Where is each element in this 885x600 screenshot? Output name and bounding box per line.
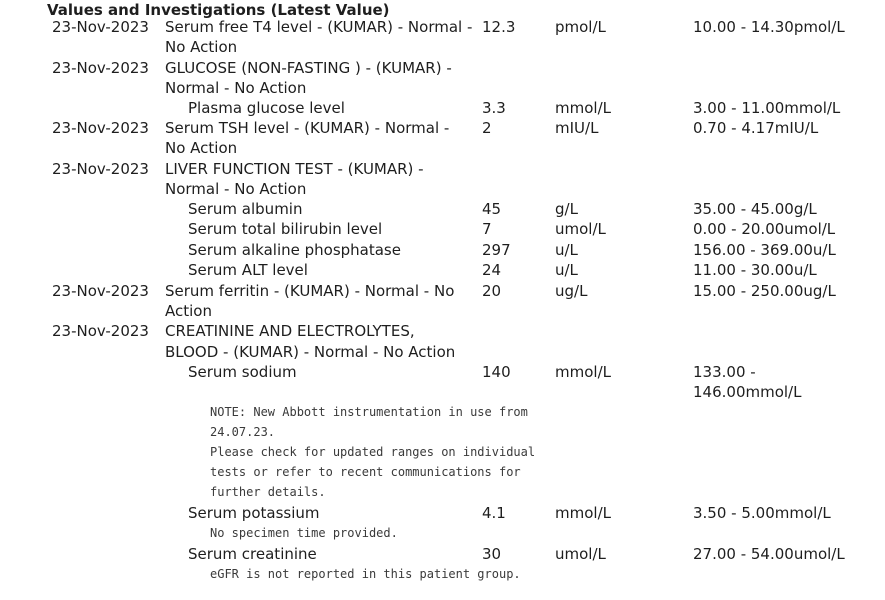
test-name-continued: No Action: [165, 139, 238, 157]
result-row-continuation: [0, 78, 885, 98]
test-name-continued: Action: [165, 302, 212, 320]
test-name: LIVER FUNCTION TEST - (KUMAR) -: [165, 160, 424, 178]
result-value: 24: [482, 261, 502, 279]
result-unit: ug/L: [555, 282, 588, 300]
result-value: 7: [482, 220, 492, 238]
sodium-note-line: further details.: [210, 485, 326, 499]
sub-test-name: Serum alkaline phosphatase: [188, 241, 401, 259]
result-unit: mmol/L: [555, 363, 611, 381]
result-unit: umol/L: [555, 545, 606, 563]
result-row-continuation: [0, 301, 885, 321]
result-row-free-t4: [0, 17, 885, 37]
result-date: 23-Nov-2023: [52, 282, 149, 300]
result-value: 3.3: [482, 99, 506, 117]
result-unit: u/L: [555, 261, 578, 279]
result-row-glucose: [0, 58, 885, 78]
result-value: 45: [482, 200, 502, 218]
result-unit: pmol/L: [555, 18, 606, 36]
result-row-continuation: [0, 179, 885, 199]
potassium-note: No specimen time provided.: [210, 526, 398, 540]
result-row-liver-function: [0, 159, 885, 179]
test-name: Serum ferritin - (KUMAR) - Normal - No: [165, 282, 455, 300]
result-value: 20: [482, 282, 502, 300]
result-row-potassium: [0, 503, 885, 523]
reference-range: 0.00 - 20.00umol/L: [693, 220, 836, 238]
result-date: 23-Nov-2023: [52, 119, 149, 137]
result-unit: mmol/L: [555, 504, 611, 522]
result-row-plasma-glucose: [0, 98, 885, 118]
result-row-continuation: [0, 342, 885, 362]
result-row-creatinine: [0, 544, 885, 564]
result-unit: mmol/L: [555, 99, 611, 117]
result-unit: umol/L: [555, 220, 606, 238]
test-name: GLUCOSE (NON-FASTING ) - (KUMAR) -: [165, 59, 452, 77]
result-value: 297: [482, 241, 511, 259]
sub-test-name: Serum creatinine: [188, 545, 317, 563]
test-name-continued: Normal - No Action: [165, 79, 307, 97]
result-date: 23-Nov-2023: [52, 160, 149, 178]
result-date: 23-Nov-2023: [52, 322, 149, 340]
reference-range: 35.00 - 45.00g/L: [693, 200, 817, 218]
test-name-continued: No Action: [165, 38, 238, 56]
sub-test-name: Serum albumin: [188, 200, 303, 218]
result-date: 23-Nov-2023: [52, 18, 149, 36]
reference-range: 15.00 - 250.00ug/L: [693, 282, 836, 300]
reference-range-continued: 146.00mmol/L: [693, 383, 802, 401]
result-value: 4.1: [482, 504, 506, 522]
result-row-alt: [0, 260, 885, 280]
reference-range: 10.00 - 14.30pmol/L: [693, 18, 845, 36]
sub-test-name: Serum potassium: [188, 504, 320, 522]
result-row-ferritin: [0, 281, 885, 301]
result-row-continuation: [0, 138, 885, 158]
result-value: 30: [482, 545, 502, 563]
sodium-note-line: tests or refer to recent communications for: [210, 465, 521, 479]
test-name: Serum free T4 level - (KUMAR) - Normal -: [165, 18, 473, 36]
result-row-creatinine-electrolytes: [0, 321, 885, 341]
reference-range: 3.00 - 11.00mmol/L: [693, 99, 841, 117]
result-row-sodium: [0, 362, 885, 382]
reference-range: 11.00 - 30.00u/L: [693, 261, 817, 279]
test-name: Serum TSH level - (KUMAR) - Normal -: [165, 119, 450, 137]
result-value: 2: [482, 119, 492, 137]
result-row-continuation: [0, 37, 885, 57]
sub-test-name: Serum ALT level: [188, 261, 308, 279]
sodium-note-line: NOTE: New Abbott instrumentation in use from: [210, 405, 528, 419]
result-unit: u/L: [555, 241, 578, 259]
sub-test-name: Serum sodium: [188, 363, 297, 381]
reference-range: 133.00 -: [693, 363, 756, 381]
sodium-note-line: 24.07.23.: [210, 425, 276, 439]
result-row-tsh: [0, 118, 885, 138]
result-row-continuation: [0, 382, 885, 402]
test-name-continued: BLOOD - (KUMAR) - Normal - No Action: [165, 343, 456, 361]
result-value: 140: [482, 363, 511, 381]
test-name: CREATININE AND ELECTROLYTES,: [165, 322, 415, 340]
reference-range: 156.00 - 369.00u/L: [693, 241, 836, 259]
result-row-albumin: [0, 199, 885, 219]
reference-range: 3.50 - 5.00mmol/L: [693, 504, 831, 522]
creatinine-note: eGFR is not reported in this patient group.: [210, 567, 521, 581]
result-value: 12.3: [482, 18, 516, 36]
section-title: Values and Investigations (Latest Value): [47, 1, 390, 19]
test-name-continued: Normal - No Action: [165, 180, 307, 198]
result-unit: g/L: [555, 200, 578, 218]
result-row-bilirubin: [0, 219, 885, 239]
result-row-alkaline-phosphatase: [0, 240, 885, 260]
reference-range: 0.70 - 4.17mIU/L: [693, 119, 819, 137]
result-unit: mIU/L: [555, 119, 599, 137]
reference-range: 27.00 - 54.00umol/L: [693, 545, 845, 563]
result-date: 23-Nov-2023: [52, 59, 149, 77]
sodium-note-line: Please check for updated ranges on individual: [210, 445, 536, 459]
sub-test-name: Serum total bilirubin level: [188, 220, 383, 238]
sub-test-name: Plasma glucose level: [188, 99, 345, 117]
